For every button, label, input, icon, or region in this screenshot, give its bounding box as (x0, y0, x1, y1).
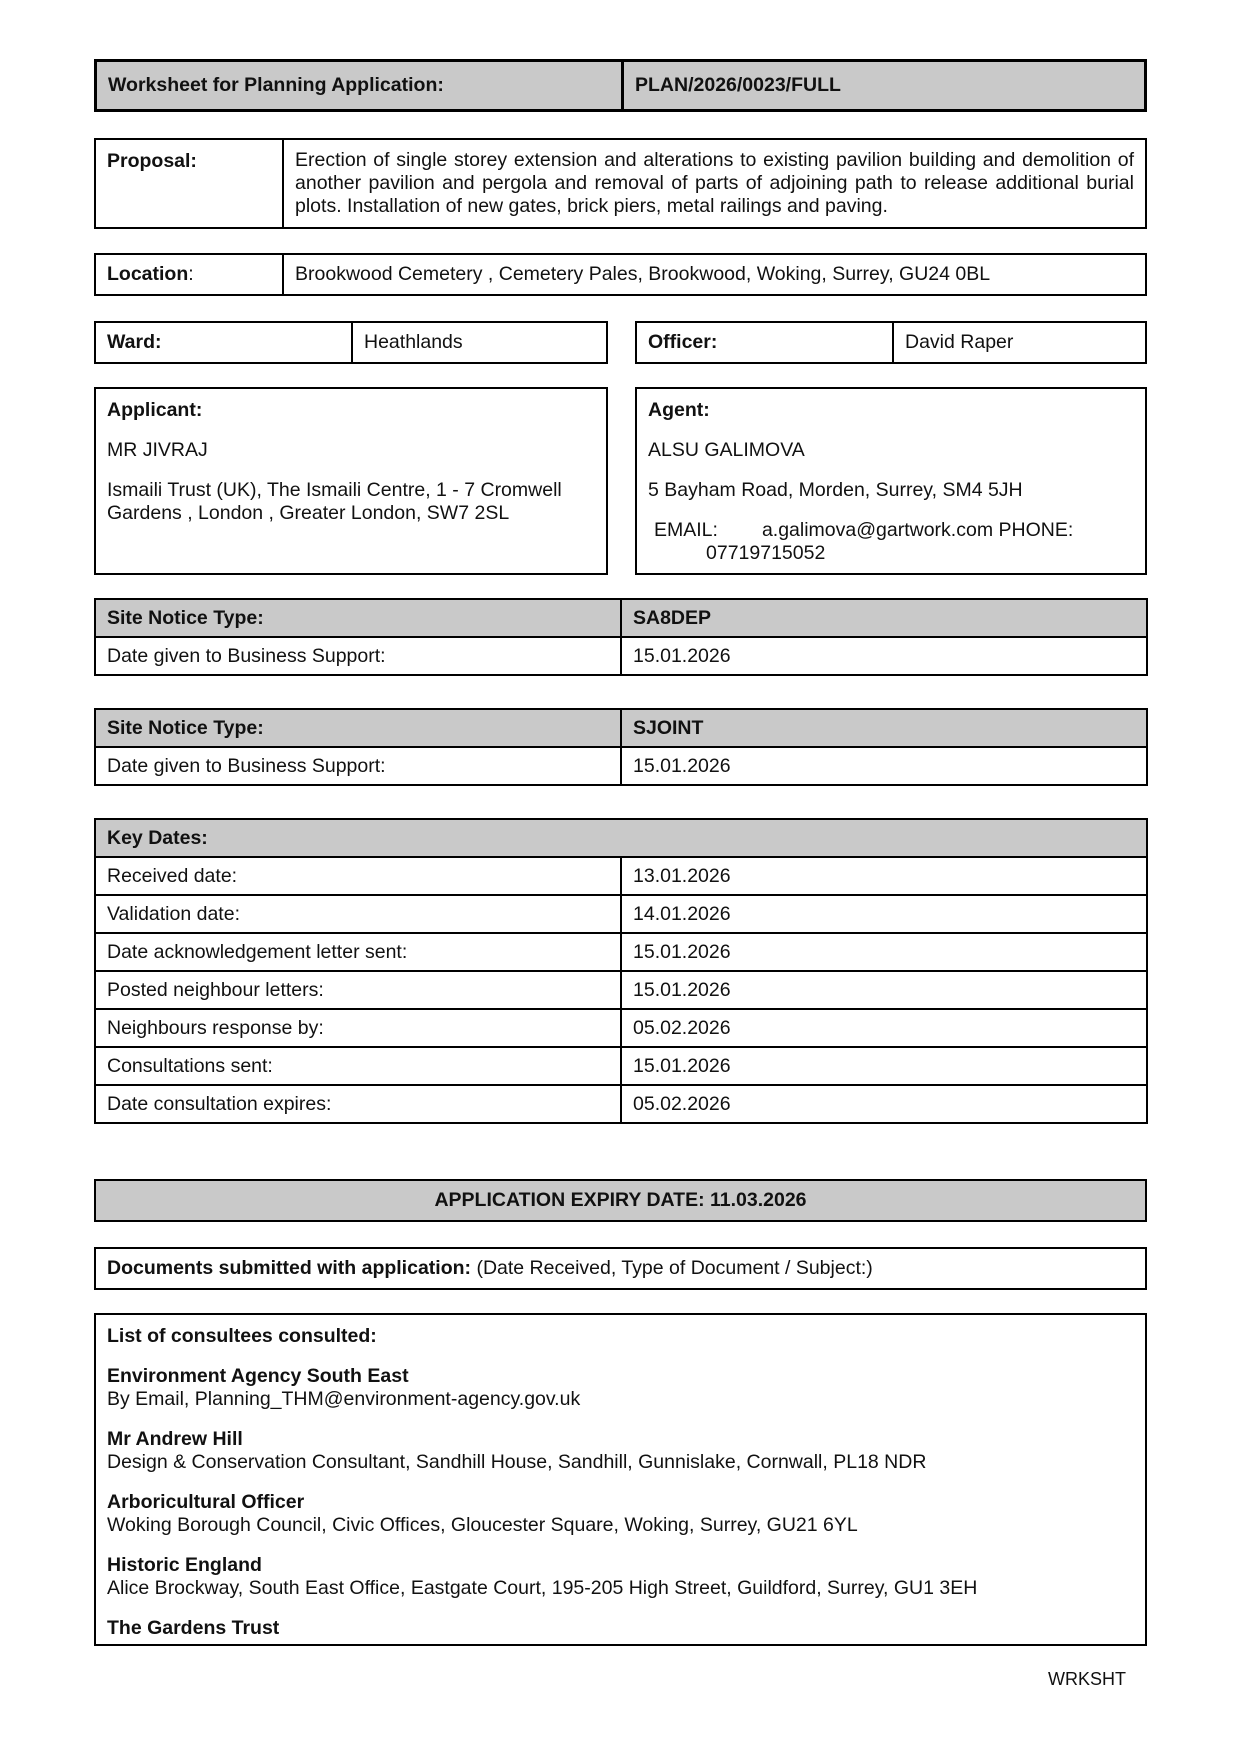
applicant-name: MR JIVRAJ (107, 439, 208, 461)
table-row (95, 709, 1147, 747)
agent-box (635, 387, 1147, 575)
site-notice-type-label: Site Notice Type: (95, 599, 621, 637)
location-value: Brookwood Cemetery , Cemetery Pales, Brookwood, Woking, Surrey, GU24 0BL (295, 263, 991, 285)
key-date-label: Consultations sent: (95, 1047, 621, 1085)
key-date-value: 15.01.2026 (621, 1047, 1147, 1085)
officer-value: David Raper (905, 331, 1014, 353)
key-date-label: Neighbours response by: (95, 1009, 621, 1047)
table-row (95, 895, 1147, 933)
consultee-name: Historic England (107, 1554, 262, 1576)
business-support-date-value: 15.01.2026 (621, 637, 1147, 675)
worksheet-title: Worksheet for Planning Application: (108, 74, 444, 96)
documents-label: Documents submitted with application: (107, 1257, 472, 1279)
consultee-detail: By Email, Planning_THM@environment-agency.gov.uk (107, 1388, 581, 1410)
applicant-box (94, 387, 608, 575)
table-row (95, 637, 1147, 675)
agent-email[interactable]: a.galimova@gartwork.com (761, 519, 994, 541)
list-item (107, 1554, 1134, 1600)
key-date-label: Posted neighbour letters: (95, 971, 621, 1009)
location-box (94, 253, 1147, 296)
officer-box (635, 321, 1147, 364)
documents-note: (Date Received, Type of Document / Subject:) (476, 1257, 873, 1279)
ward-value: Heathlands (364, 331, 463, 353)
consultee-name: Environment Agency South East (107, 1365, 409, 1387)
agent-name: ALSU GALIMOVA (648, 439, 805, 461)
table-row (95, 747, 1147, 785)
key-date-value: 05.02.2026 (621, 1085, 1147, 1123)
table-row (95, 857, 1147, 895)
application-reference: PLAN/2026/0023/FULL (635, 74, 841, 96)
agent-address: 5 Bayham Road, Morden, Surrey, SM4 5JH (648, 479, 1023, 501)
agent-phone-label: PHONE: (998, 519, 1074, 541)
table-row (95, 933, 1147, 971)
proposal-box (94, 138, 1147, 229)
consultee-name: Arboricultural Officer (107, 1491, 305, 1513)
consultees-title: List of consultees consulted: (107, 1325, 377, 1347)
consultee-detail: Design & Conservation Consultant, Sandhill House, Sandhill, Gunnislake, Cornwall, PL18 NDR (107, 1451, 927, 1473)
consultee-name: The Gardens Trust (107, 1617, 280, 1639)
table-row (95, 599, 1147, 637)
list-item (107, 1617, 1134, 1640)
applicant-address-line1: Ismaili Trust (UK), The Ismaili Centre, 1 - 7 Cromwell (107, 479, 562, 501)
key-date-value: 15.01.2026 (621, 971, 1147, 1009)
agent-contact (648, 519, 1134, 542)
key-date-value: 13.01.2026 (621, 857, 1147, 895)
consultee-detail: Alice Brockway, South East Office, Eastgate Court, 195-205 High Street, Guildford, Surrey, GU1 3EH (107, 1577, 978, 1599)
location-colon: : (188, 263, 194, 285)
list-item (107, 1365, 1134, 1411)
site-notice-type-label: Site Notice Type: (95, 709, 621, 747)
business-support-date-value: 15.01.2026 (621, 747, 1147, 785)
business-support-date-label: Date given to Business Support: (95, 747, 621, 785)
location-label: Location (107, 263, 189, 285)
site-notice-table-2 (94, 708, 1148, 786)
consultee-detail: Woking Borough Council, Civic Offices, Gloucester Square, Woking, Surrey, GU21 6YL (107, 1514, 858, 1536)
list-item (107, 1491, 1134, 1537)
documents-box (94, 1247, 1147, 1290)
proposal-text: Erection of single storey extension and alterations to existing pavilion building and demolition of another pavilion and pergola and removal of parts of adjoining path to release additional burial plots. Installation of new gates, brick piers, metal railings and paving. (295, 149, 1134, 217)
site-notice-type-value: SJOINT (621, 709, 1147, 747)
key-date-value: 15.01.2026 (621, 933, 1147, 971)
applicant-label: Applicant: (107, 399, 203, 421)
footer-code: WRKSHT (1048, 1669, 1126, 1689)
proposal-label: Proposal: (107, 150, 197, 172)
worksheet-header (94, 59, 1147, 112)
key-date-value: 05.02.2026 (621, 1009, 1147, 1047)
table-row (95, 819, 1147, 857)
location-label-cell (96, 255, 284, 294)
key-dates-table (94, 818, 1148, 1124)
agent-label: Agent: (648, 399, 710, 421)
key-date-label: Date consultation expires: (95, 1085, 621, 1123)
applicant-address-line2: Gardens , London , Greater London, SW7 2SL (107, 502, 510, 524)
table-row (95, 1047, 1147, 1085)
business-support-date-label: Date given to Business Support: (95, 637, 621, 675)
ward-box (94, 321, 608, 364)
key-dates-title: Key Dates: (95, 819, 1147, 857)
key-date-label: Validation date: (95, 895, 621, 933)
site-notice-table-1 (94, 598, 1148, 676)
table-row (95, 1009, 1147, 1047)
agent-phone: 07719715052 (706, 542, 826, 564)
list-item (107, 1428, 1134, 1474)
application-expiry-date: APPLICATION EXPIRY DATE: 11.03.2026 (434, 1189, 807, 1211)
officer-label: Officer: (648, 331, 718, 353)
consultees-box (94, 1313, 1147, 1646)
agent-email-label: EMAIL: (654, 519, 718, 541)
expiry-banner (94, 1179, 1147, 1222)
key-date-label: Date acknowledgement letter sent: (95, 933, 621, 971)
table-row (95, 1085, 1147, 1123)
consultee-name: Mr Andrew Hill (107, 1428, 243, 1450)
key-date-value: 14.01.2026 (621, 895, 1147, 933)
key-date-label: Received date: (95, 857, 621, 895)
table-row (95, 971, 1147, 1009)
ward-label: Ward: (107, 331, 162, 353)
site-notice-type-value: SA8DEP (621, 599, 1147, 637)
